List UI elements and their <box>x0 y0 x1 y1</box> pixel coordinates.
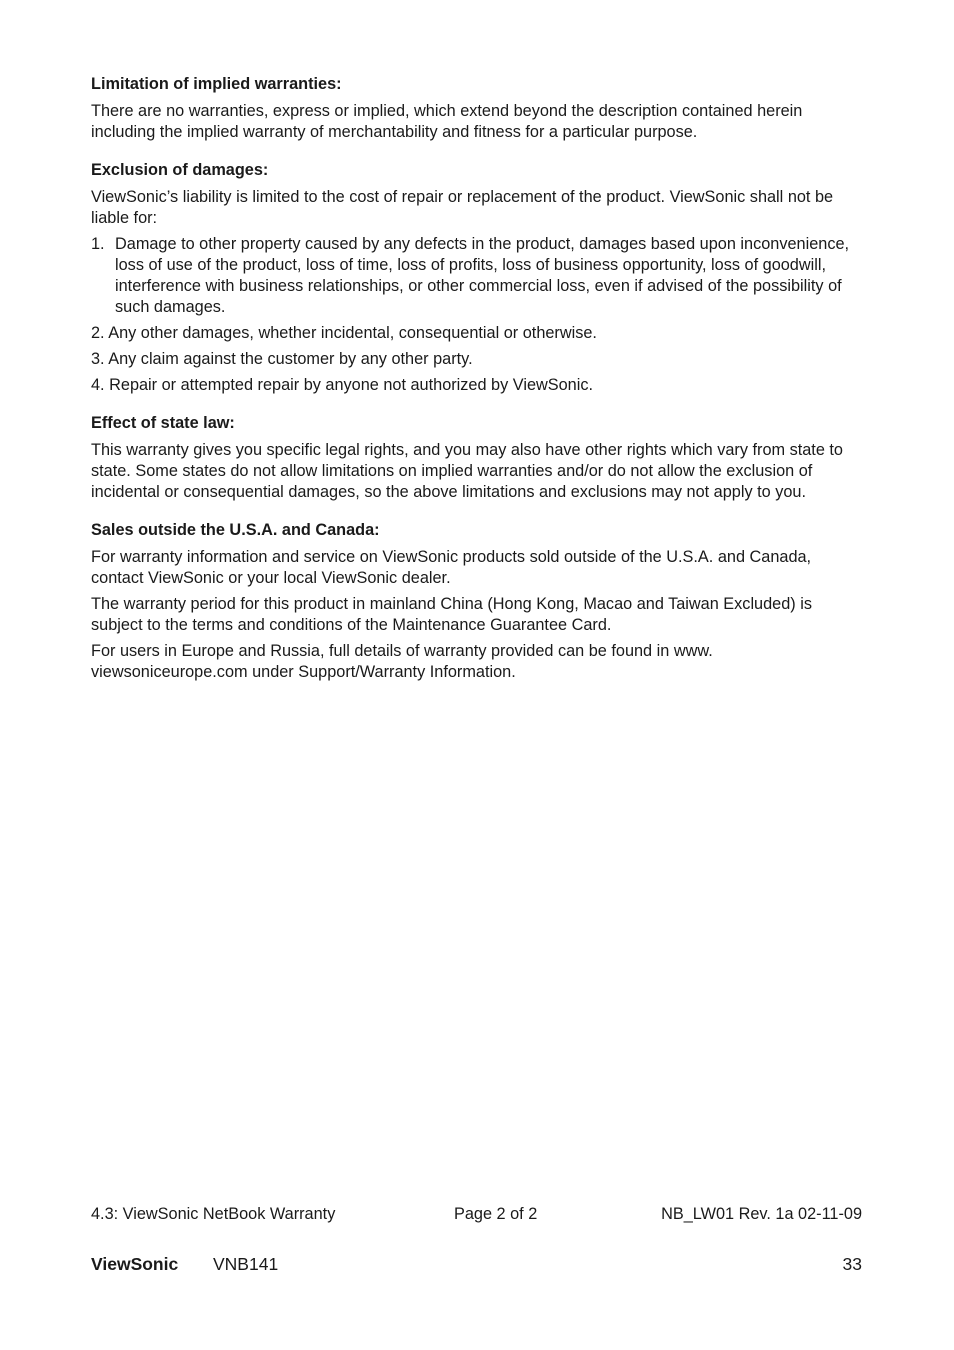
warranty-footer-page: Page 2 of 2 <box>454 1205 538 1223</box>
list-item <box>91 234 866 318</box>
paragraph-limitation: There are no warranties, express or implied, which extend beyond the description contained herein including the implied warranty of merchantability and fitness for a particular purpose. <box>91 102 803 141</box>
list-item-number: 4. <box>91 376 105 394</box>
list-item-text: Any other damages, whether incidental, consequential or otherwise. <box>108 324 597 342</box>
warranty-footer-title: 4.3: ViewSonic NetBook Warranty <box>91 1205 336 1223</box>
section-state-law <box>91 413 866 503</box>
document-body <box>91 74 866 700</box>
list-item-text: Damage to other property caused by any defects in the product, damages based upon inconvenience, loss of use of the product, loss of time, loss of profits, loss of business opportunity, loss of goodwill, interference with business relationships, or other commercial loss, even if advised of the possibility of such damages. <box>115 235 850 316</box>
list-item-text: Repair or attempted repair by anyone not authorized by ViewSonic. <box>109 376 594 394</box>
list-item-number: 1. <box>91 235 105 253</box>
section-outside <box>91 520 866 683</box>
paragraph-outside-2: The warranty period for this product in mainland China (Hong Kong, Macao and Taiwan Excluded) is subject to the terms and conditions of the Maintenance Guarantee Card. <box>91 595 812 634</box>
page-number: 33 <box>842 1254 862 1274</box>
section-limitation <box>91 74 866 143</box>
paragraph-state-law: This warranty gives you specific legal rights, and you may also have other rights which vary from state to state. Some states do not allow limitations on implied warranties and/or do not allow the exclusion of incidental or consequential damages, so the above limitations and exclusions may not apply to you. <box>91 441 843 501</box>
heading-state-law: Effect of state law: <box>91 414 235 432</box>
brand-name: ViewSonic <box>91 1254 179 1274</box>
list-item <box>91 349 866 370</box>
model-name: VNB141 <box>213 1254 279 1274</box>
heading-outside: Sales outside the U.S.A. and Canada: <box>91 521 380 539</box>
paragraph-exclusion-intro: ViewSonic’s liability is limited to the cost of repair or replacement of the product. ViewSonic shall not be liable for: <box>91 188 834 227</box>
heading-exclusion: Exclusion of damages: <box>91 161 269 179</box>
heading-limitation: Limitation of implied warranties: <box>91 75 342 93</box>
list-item-number: 3. <box>91 350 105 368</box>
list-item <box>91 323 866 344</box>
list-item <box>91 375 866 396</box>
paragraph-outside-3: For users in Europe and Russia, full details of warranty provided can be found in www. viewsoniceurope.com under Support/Warranty Information. <box>91 642 713 681</box>
list-item-text: Any claim against the customer by any other party. <box>108 350 473 368</box>
list-item-number: 2. <box>91 324 105 342</box>
warranty-footer-revision: NB_LW01 Rev. 1a 02-11-09 <box>661 1205 862 1223</box>
paragraph-outside-1: For warranty information and service on ViewSonic products sold outside of the U.S.A. and Canada, contact ViewSonic or your local ViewSonic dealer. <box>91 548 812 587</box>
section-exclusion <box>91 160 866 396</box>
